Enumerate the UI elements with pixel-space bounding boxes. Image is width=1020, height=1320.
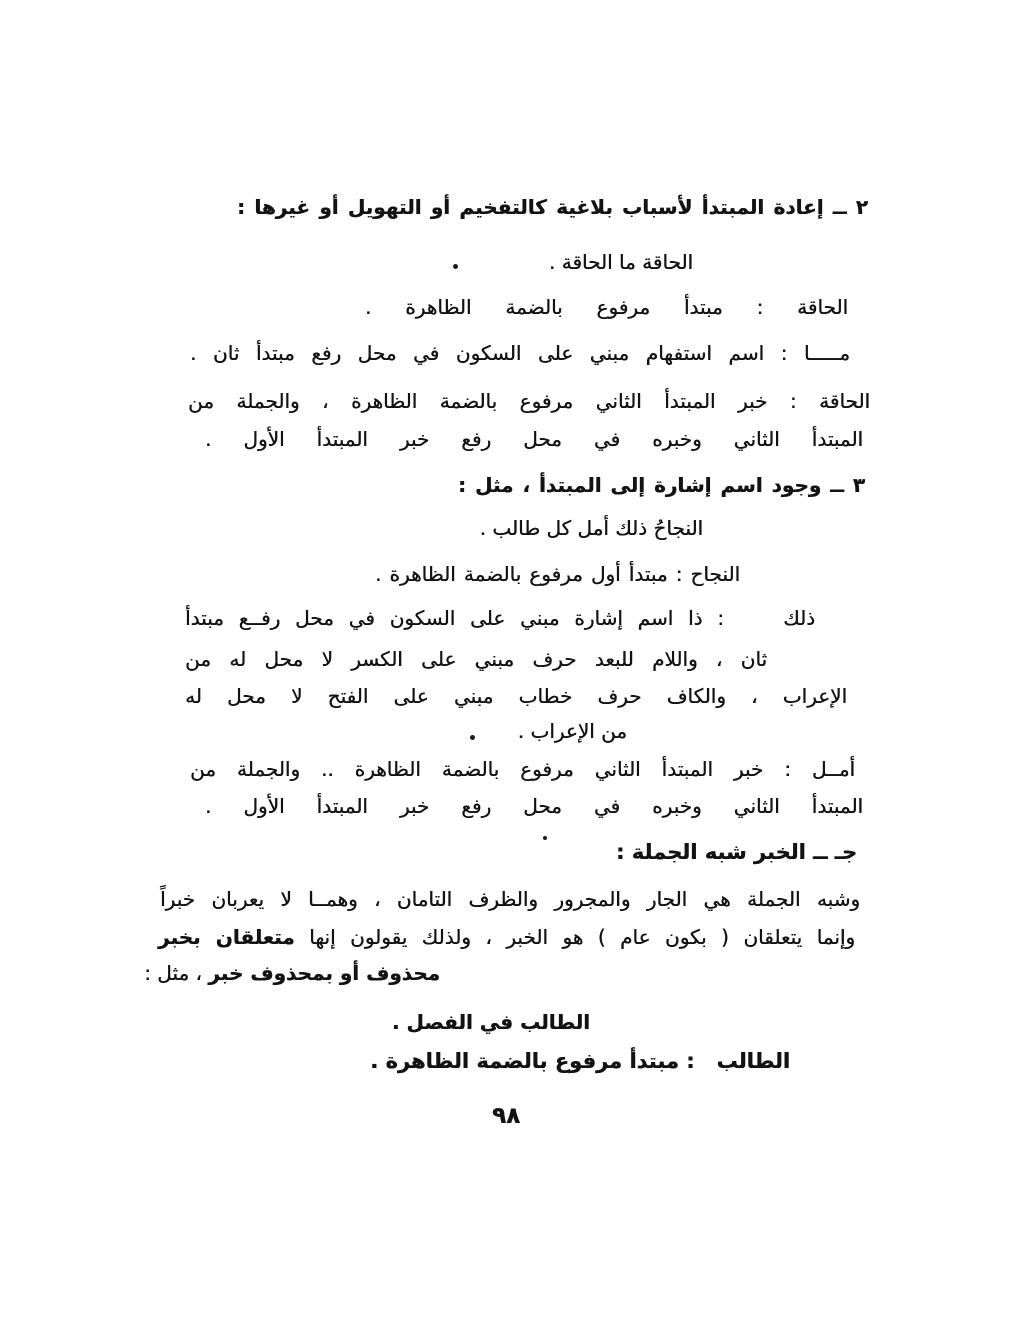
numbered-item-2: ٢ ــ إعادة المبتدأ لأسباب بلاغية كالتفخيم أو التهويل أو غيرها : bbox=[237, 195, 868, 219]
paragraph-text: ، مثل : bbox=[144, 961, 209, 985]
continuation-line: من الإعراب . bbox=[517, 719, 627, 743]
parse-line: ذلك : ذا اسم إشارة مبني على السكون في محل رفــع مبتدأ bbox=[185, 606, 815, 630]
paragraph-line: وشبه الجملة هي الجار والمجرور والظرف التامان ، وهمــا لا يعربان خبراً bbox=[160, 887, 860, 911]
parse-line: الحاقة : خبر المبتدأ الثاني مرفوع بالضمة الظاهرة ، والجملة من bbox=[188, 389, 870, 413]
continuation-line: ثان ، واللام للبعد حرف مبني على الكسر لا محل له من bbox=[185, 647, 767, 671]
parse-line: الحاقة : مبتدأ مرفوع بالضمة الظاهرة . bbox=[365, 295, 848, 319]
parse-line: أمــل : خبر المبتدأ الثاني مرفوع بالضمة الظاهرة .. والجملة من bbox=[190, 757, 855, 781]
continuation-line: الإعراب ، والكاف حرف خطاب مبني على الفتح لا محل له bbox=[185, 684, 847, 708]
paragraph-line bbox=[158, 922, 855, 952]
continuation-line: المبتدأ الثاني وخبره في محل رفع خبر المبتدأ الأول . bbox=[205, 794, 863, 818]
example-line: الحاقة ما الحاقة . bbox=[548, 250, 693, 274]
section-heading: جـ ــ الخبر شبه الجملة : bbox=[615, 840, 857, 864]
paragraph-bold-text: متعلقان بخبر bbox=[158, 925, 295, 949]
continuation-line: المبتدأ الثاني وخبره في محل رفع خبر المبتدأ الأول . bbox=[205, 427, 863, 451]
ink-speck bbox=[470, 735, 475, 740]
parse-line: الطالب : مبتدأ مرفوع بالضمة الظاهرة . bbox=[370, 1049, 790, 1073]
page-number: ٩٨ bbox=[492, 1103, 521, 1129]
ink-speck bbox=[453, 264, 458, 269]
parse-line: مـــــا : اسم استفهام مبني على السكون في محل رفع مبتدأ ثان . bbox=[190, 341, 850, 365]
example-line: الطالب في الفصل . bbox=[391, 1010, 590, 1034]
paragraph-bold-text: محذوف أو بمحذوف خبر bbox=[208, 961, 440, 985]
parse-line: النجاح : مبتدأ أول مرفوع بالضمة الظاهرة . bbox=[375, 562, 740, 586]
paragraph-line bbox=[144, 958, 440, 988]
numbered-item-3: ٣ ــ وجود اسم إشارة إلى المبتدأ ، مثل : bbox=[458, 473, 865, 497]
paragraph-text: وإنما يتعلقان ( بكون عام ) هو الخبر ، ولذلك يقولون إنها bbox=[294, 925, 856, 949]
example-line: النجاحُ ذلك أمل كل طالب . bbox=[479, 516, 703, 540]
ink-speck bbox=[543, 836, 547, 840]
